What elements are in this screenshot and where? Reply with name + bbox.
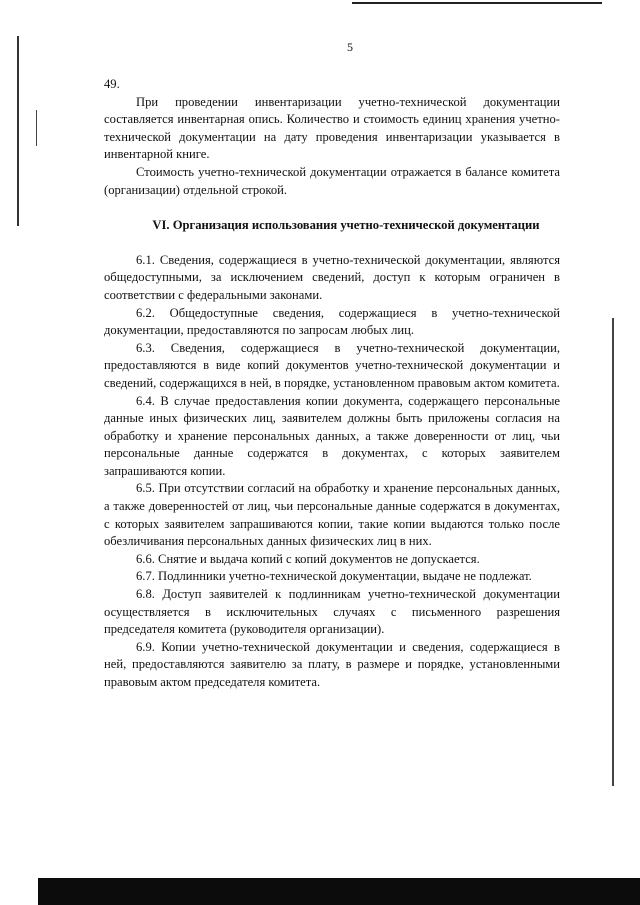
paragraph-inventory: При проведении инвентаризации учетно-технической документации составляется инвентарная опись. Количество и стоимость единиц хранения учетно-технической документации на дату проведения инвентаризации указывается в инвентарной книге. (104, 94, 560, 162)
document-body (104, 76, 560, 692)
clause-6-2: 6.2. Общедоступные сведения, содержащиеся в учетно-технической документации, предоставляются по запросам любых лиц. (104, 305, 560, 338)
clause-6-1: 6.1. Сведения, содержащиеся в учетно-технической документации, являются общедоступными, за исключением сведений, доступ к которым ограничен в соответствии с федеральными законами. (104, 252, 560, 302)
scan-edge-bottom (38, 878, 640, 905)
scan-edge-top (352, 2, 602, 4)
clause-6-7: 6.7. Подлинники учетно-технической документации, выдаче не подлежат. (136, 569, 532, 584)
paragraph-continuation: 49. (104, 77, 120, 91)
clause-6-6: 6.6. Снятие и выдача копий с копий документов не допускается. (136, 551, 480, 566)
clause-6-9: 6.9. Копии учетно-технической документации и сведения, содержащиеся в ней, предоставляются заявителю за плату, в размере и порядке, установленными правовым актом председателя комитета. (104, 639, 560, 689)
clause-6-5: 6.5. При отсутствии согласий на обработку и хранение персональных данных, а также доверенностей от лиц, чьи персональные данные содержатся в документах, с которых заявителем запрашиваются копии, такие копии выдаются только после обезличивания персональных данных физических лиц в них. (104, 481, 560, 549)
paragraph-cost: Стоимость учетно-технической документации отражается в балансе комитета (организации) отдельной строкой. (104, 164, 560, 197)
scan-edge-left (17, 36, 19, 226)
clause-6-8: 6.8. Доступ заявителей к подлинникам учетно-технической документации осуществляется в исключительных случаях с письменного разрешения председателя комитета (руководителя организации). (104, 587, 560, 637)
section-heading: VI. Организация использования учетно-технической документации (152, 218, 540, 233)
scan-edge-right (612, 318, 614, 786)
scan-mark-left (36, 110, 37, 146)
page-number: 5 (347, 40, 353, 54)
clause-6-3: 6.3. Сведения, содержащиеся в учетно-технической документации, предоставляются в виде копий документов учетно-технической документации и сведений, содержащихся в ней, в порядке, установленном правовым актом комитета. (104, 340, 560, 390)
clause-6-4: 6.4. В случае предоставления копии документа, содержащего персональные данные иных физических лиц, заявителем должны быть приложены согласия на обработку и хранение персональных данных, а также доверенности от лиц, чьи персональные данные содержатся в документах, с которых заявителем запрашиваются копии. (104, 393, 560, 478)
